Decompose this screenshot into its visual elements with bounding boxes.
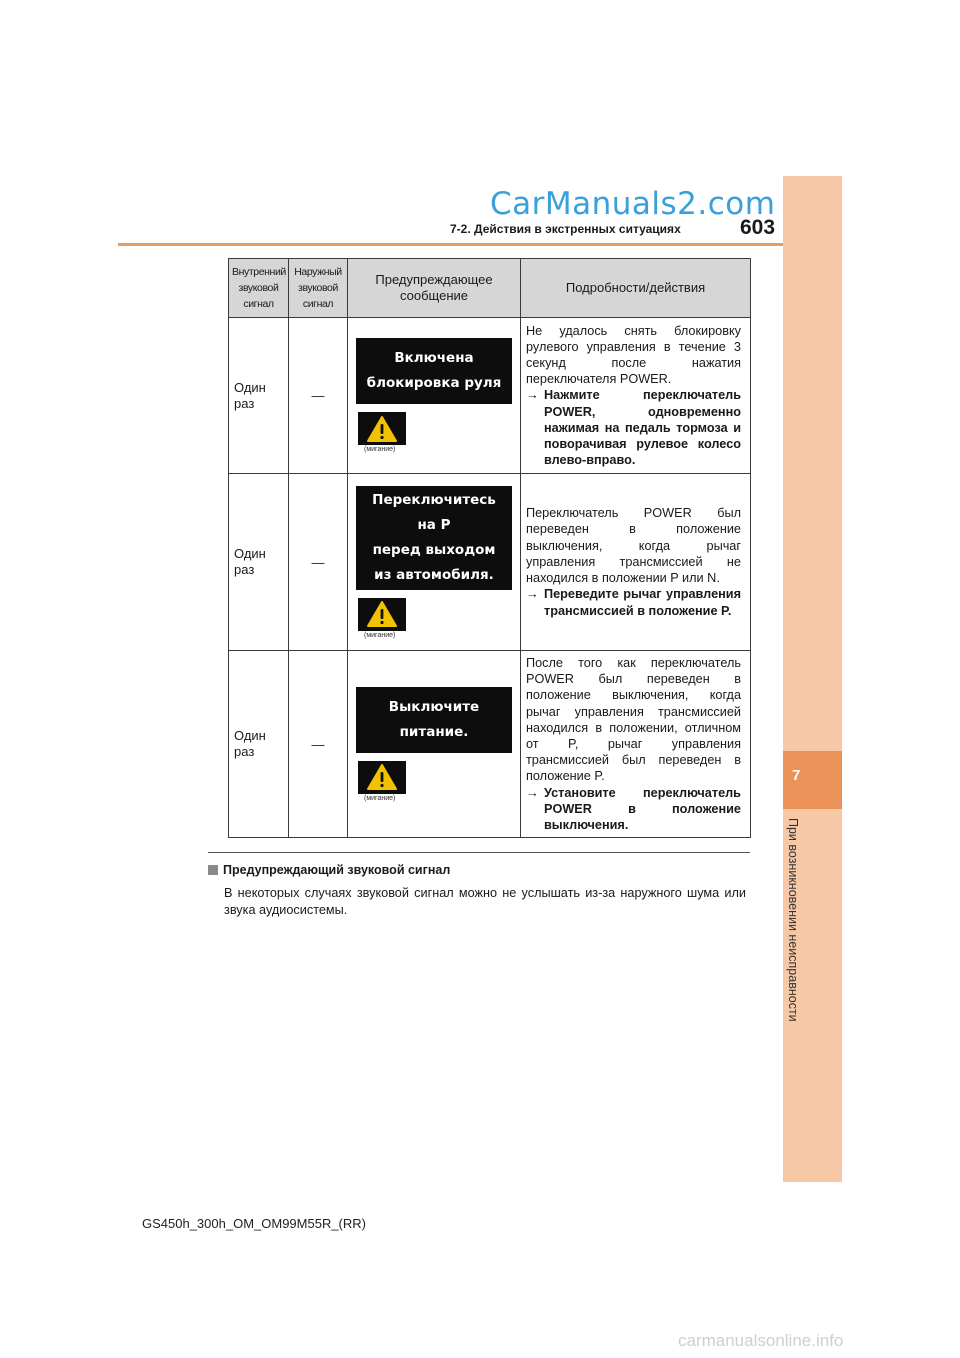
note-heading — [208, 863, 450, 877]
table-row — [229, 474, 751, 651]
arrow-icon: → — [526, 785, 539, 800]
message-line: на P — [417, 516, 451, 533]
message-cell — [348, 474, 521, 651]
internal-buzzer-cell: Один раз — [229, 474, 289, 651]
page-number: 603 — [740, 216, 776, 239]
message-line: блокировка руля — [366, 375, 502, 391]
details-cell — [521, 474, 751, 651]
square-bullet-icon — [208, 865, 218, 875]
message-cell — [348, 651, 521, 838]
details-cell — [521, 651, 751, 838]
note-divider — [208, 852, 750, 853]
message-line: из автомобиля. — [374, 566, 494, 583]
table-row — [229, 318, 751, 474]
warning-table — [228, 258, 751, 838]
message-line: Выключите — [388, 698, 480, 715]
header-details: Подробности/действия — [521, 259, 751, 318]
blink-caption: (мигание) — [364, 631, 396, 639]
note-title: Предупреждающий звуковой сигнал — [223, 863, 451, 877]
message-display — [356, 486, 512, 590]
internal-buzzer-cell: Один раз — [229, 318, 289, 474]
message-line: питание. — [399, 723, 469, 740]
action-text: Нажмите переключатель POWER, одновременно нажимая на педаль тормоза и поворачивая рулевое колесо влево-вправо. — [544, 388, 741, 468]
action-text: Установите переключатель POWER в положение выключения. — [544, 785, 741, 833]
warning-light — [358, 412, 406, 445]
action-item — [526, 785, 741, 834]
chapter-tab[interactable] — [783, 751, 842, 809]
manual-code: GS450h_300h_OM_OM99M55R_(RR) — [142, 1216, 366, 1231]
external-buzzer-cell: — — [289, 318, 348, 474]
action-item — [526, 586, 741, 618]
arrow-icon: → — [526, 587, 539, 602]
side-band — [783, 176, 842, 1182]
table-row — [229, 651, 751, 838]
message-cell — [348, 318, 521, 474]
watermark-logo: CarManuals2.com — [490, 186, 776, 222]
warning-light — [358, 598, 406, 631]
message-line: перед выходом — [372, 541, 496, 558]
action-item — [526, 387, 741, 468]
details-text: После того как переключатель POWER был переведен в положение выключения, когда рычаг управления трансмиссией находился в положении, отличном от P, рычаг управления трансмиссией был переведен в положение P. — [526, 656, 741, 784]
message-display — [356, 687, 512, 753]
message-display — [356, 338, 512, 404]
site-watermark: carmanualsonline.info — [678, 1331, 844, 1350]
external-buzzer-cell: — — [289, 474, 348, 651]
details-text: Переключатель POWER был переведен в положение выключения, когда рычаг управления трансмиссией не находился в положении P или N. — [526, 506, 741, 586]
warning-light — [358, 761, 406, 794]
blink-caption: (мигание) — [364, 794, 396, 802]
internal-buzzer-cell: Один раз — [229, 651, 289, 838]
action-text: Переведите рычаг управления трансмиссией в положение P. — [544, 587, 741, 618]
chapter-title: При возникновении неисправности — [786, 818, 800, 1022]
warning-triangle-icon — [367, 764, 397, 790]
note-body: В некоторых случаях звуковой сигнал можно не услышать из-за наружного шума или звука аудиосистемы. — [224, 886, 746, 917]
header-internal-buzzer: Внутренний звуковой сигнал — [229, 259, 289, 318]
details-text: Не удалось снять блокировку рулевого управления в течение 3 секунд после нажатия переключателя POWER. — [526, 323, 741, 387]
warning-triangle-icon — [367, 416, 397, 442]
details-cell — [521, 318, 751, 474]
table-header-row — [229, 259, 751, 318]
arrow-icon: → — [526, 388, 539, 403]
header-external-buzzer: Наружный звуковой сигнал — [289, 259, 348, 318]
blink-caption: (мигание) — [364, 446, 396, 453]
section-title: 7-2. Действия в экстренных ситуациях — [450, 222, 681, 236]
warning-triangle-icon — [367, 601, 397, 627]
message-line: Включена — [394, 350, 474, 366]
external-buzzer-cell: — — [289, 651, 348, 838]
header-warning-message: Предупреждающее сообщение — [348, 259, 521, 318]
header-rule — [118, 243, 840, 246]
chapter-number: 7 — [792, 767, 801, 784]
message-line: Переключитесь — [372, 491, 496, 508]
